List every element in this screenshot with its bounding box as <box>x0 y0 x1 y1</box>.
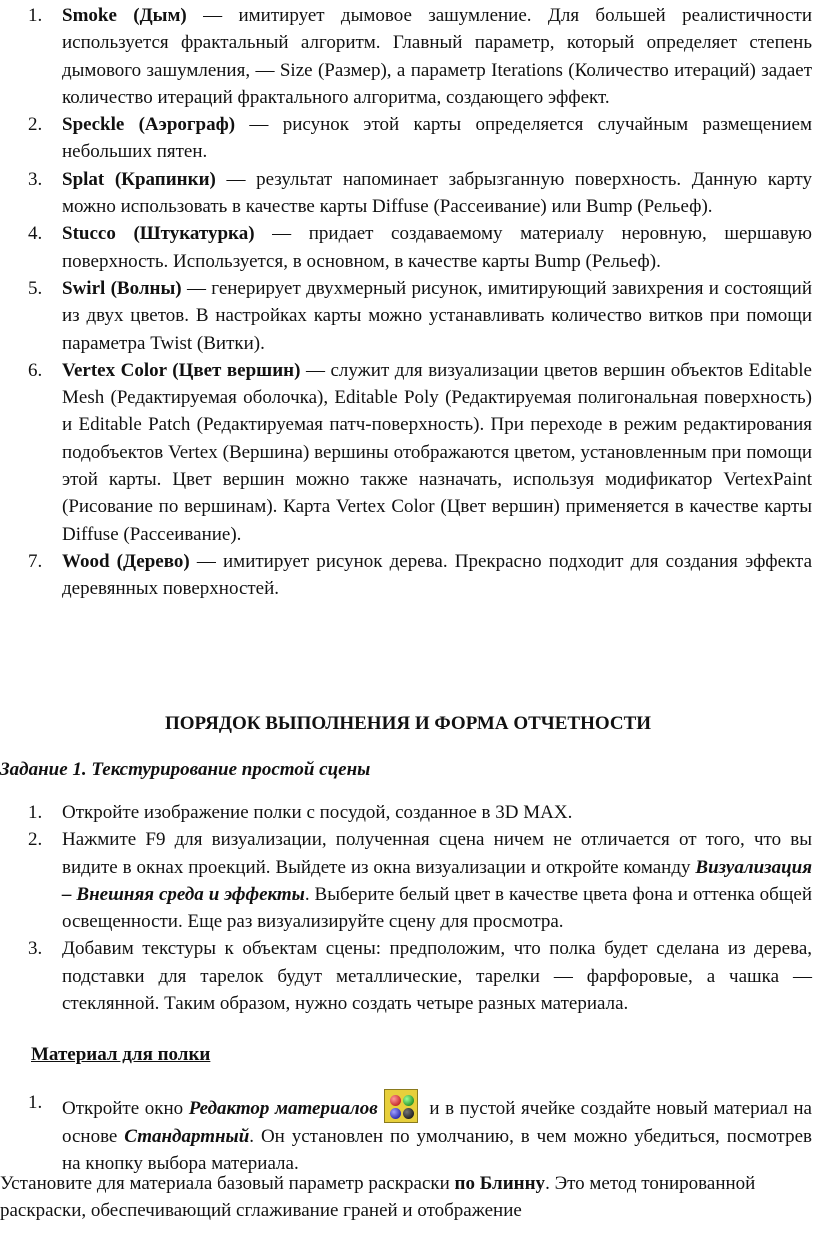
item-description: — имитирует рисунок дерева. Прекрасно подходит для создания эффекта деревянных поверхностей. <box>62 550 813 600</box>
step-text: Откройте окно <box>62 1098 189 1119</box>
item-number: 4. <box>28 223 43 245</box>
step-text: Нажмите F9 для визуализации, полученная сцена ничем не отличается от того, что вы видите в окнах проекций. Выйдете из окна визуализации и откройте команду <box>62 829 812 878</box>
section-heading: ПОРЯДОК ВЫПОЛНЕНИЯ И ФОРМА ОТЧЕТНОСТИ <box>164 713 652 734</box>
list-item <box>0 111 816 166</box>
list-item <box>0 166 816 221</box>
step-text: и в пустой ячейке создайте новый материал на основе <box>62 1098 812 1147</box>
step-text: . Он установлен по умолчанию, в чем можно убедиться, посмотрев на кнопку выбора материала. <box>62 1126 812 1175</box>
item-number: 1. <box>28 5 43 26</box>
paragraph <box>0 1170 816 1225</box>
item-number: 5. <box>28 277 43 299</box>
list-item <box>0 548 816 603</box>
list-item <box>0 935 816 1017</box>
item-number: 1. <box>28 802 43 823</box>
list-item <box>0 826 816 935</box>
list-item <box>0 220 816 275</box>
item-term: Wood (Дерево) <box>62 550 190 572</box>
item-number: 7. <box>28 550 43 572</box>
item-description: — придает создаваемому материалу неровную, шершавую поверхность. Используется, в основном, в качестве карты Bump (Рельеф). <box>62 223 813 272</box>
item-term: Splat (Крапинки) <box>62 168 216 190</box>
item-term: Vertex Color (Цвет вершин) <box>62 359 301 381</box>
item-description: — имитирует дымовое зашумление. Для большей реалистичности используется фрактальный алгоритм. Главный параметр, который определяет степень дымового зашумления, — Size (Размер), а параметр Iterations (Количество итераций) задает количество итераций фрактального алгоритма, создающего эффект. <box>62 5 812 108</box>
step-text: Добавим текстуры к объектам сцены: предположим, что полка будет сделана из дерева, подставки для тарелок будут металлические, тарелки — фарфоровые, а чашка — стеклянной. Таким образом, нужно создать четыре разных материала. <box>62 938 812 1015</box>
item-term: Swirl (Волны) <box>62 277 182 299</box>
command-name: Визуализация – Внешняя среда и эффекты <box>62 856 812 905</box>
item-term: Stucco (Штукатурка) <box>62 223 255 245</box>
paragraph-text: Установите для материала базовый параметр раскраски <box>0 1173 455 1194</box>
task-steps-list <box>0 799 816 1017</box>
step-text: Откройте изображение полки с посудой, созданное в 3D MAX. <box>62 802 573 823</box>
map-types-list <box>0 2 816 603</box>
item-term: Smoke (Дым) <box>62 5 187 26</box>
item-number: 2. <box>28 114 43 136</box>
item-number: 6. <box>28 359 43 381</box>
item-term: Speckle (Аэрограф) <box>62 114 236 136</box>
subsection-heading: Материал для полки <box>31 1044 211 1065</box>
list-item <box>0 357 816 548</box>
list-item <box>0 275 816 357</box>
item-number: 3. <box>28 938 43 960</box>
material-editor-icon <box>384 1089 418 1123</box>
item-description: — рисунок этой карты определяется случайным размещением небольших пятен. <box>62 114 812 163</box>
item-description: — результат напоминает забрызганную поверхность. Данную карту можно использовать в качестве карты Diffuse (Рассеивание) или Bump (Рельеф). <box>62 168 812 218</box>
list-item <box>0 2 816 111</box>
paragraph-text: . Это метод тонированной раскраски, обеспечивающий сглаживание граней и отображение <box>0 1173 756 1222</box>
material-type-name: Стандартный <box>124 1126 250 1147</box>
item-description: — служит для визуализации цветов вершин объектов Editable Mesh (Редактируемая оболочка), Editable Poly (Редактируемая полигональная поверхность) и Editable Patch (Редактируемая патч-поверхность). При переходе в режим редактирования подобъектов Vertex (Вершина) вершины отображаются цветом, установленным при помощи этой карты. Цвет вершин можно также назначать, используя модификатор VertexPaint (Рисование по вершинам). Карта Vertex Color (Цвет вершин) применяется в качестве карты Diffuse (Рассеивание). <box>62 359 812 545</box>
step-text: . Выберите белый цвет в качестве цвета фона и оттенка общей освещенности. Еще раз визуализируйте сцену для просмотра. <box>62 883 812 933</box>
item-description: — генерирует двухмерный рисунок, имитирующий завихрения и состоящий из двух цветов. В настройках карты можно устанавливать количество витков при помощи параметра Twist (Витки). <box>62 277 812 354</box>
editor-name: Редактор материалов <box>188 1098 378 1119</box>
shading-name: по Блинну <box>454 1173 546 1194</box>
list-item <box>0 799 816 826</box>
item-number: 2. <box>28 829 43 851</box>
item-number: 1. <box>28 1092 43 1113</box>
shelf-material-steps <box>0 1089 816 1178</box>
task-heading: Задание 1. Текстурирование простой сцены <box>0 759 371 780</box>
list-item <box>0 1089 816 1178</box>
item-number: 3. <box>28 168 43 190</box>
